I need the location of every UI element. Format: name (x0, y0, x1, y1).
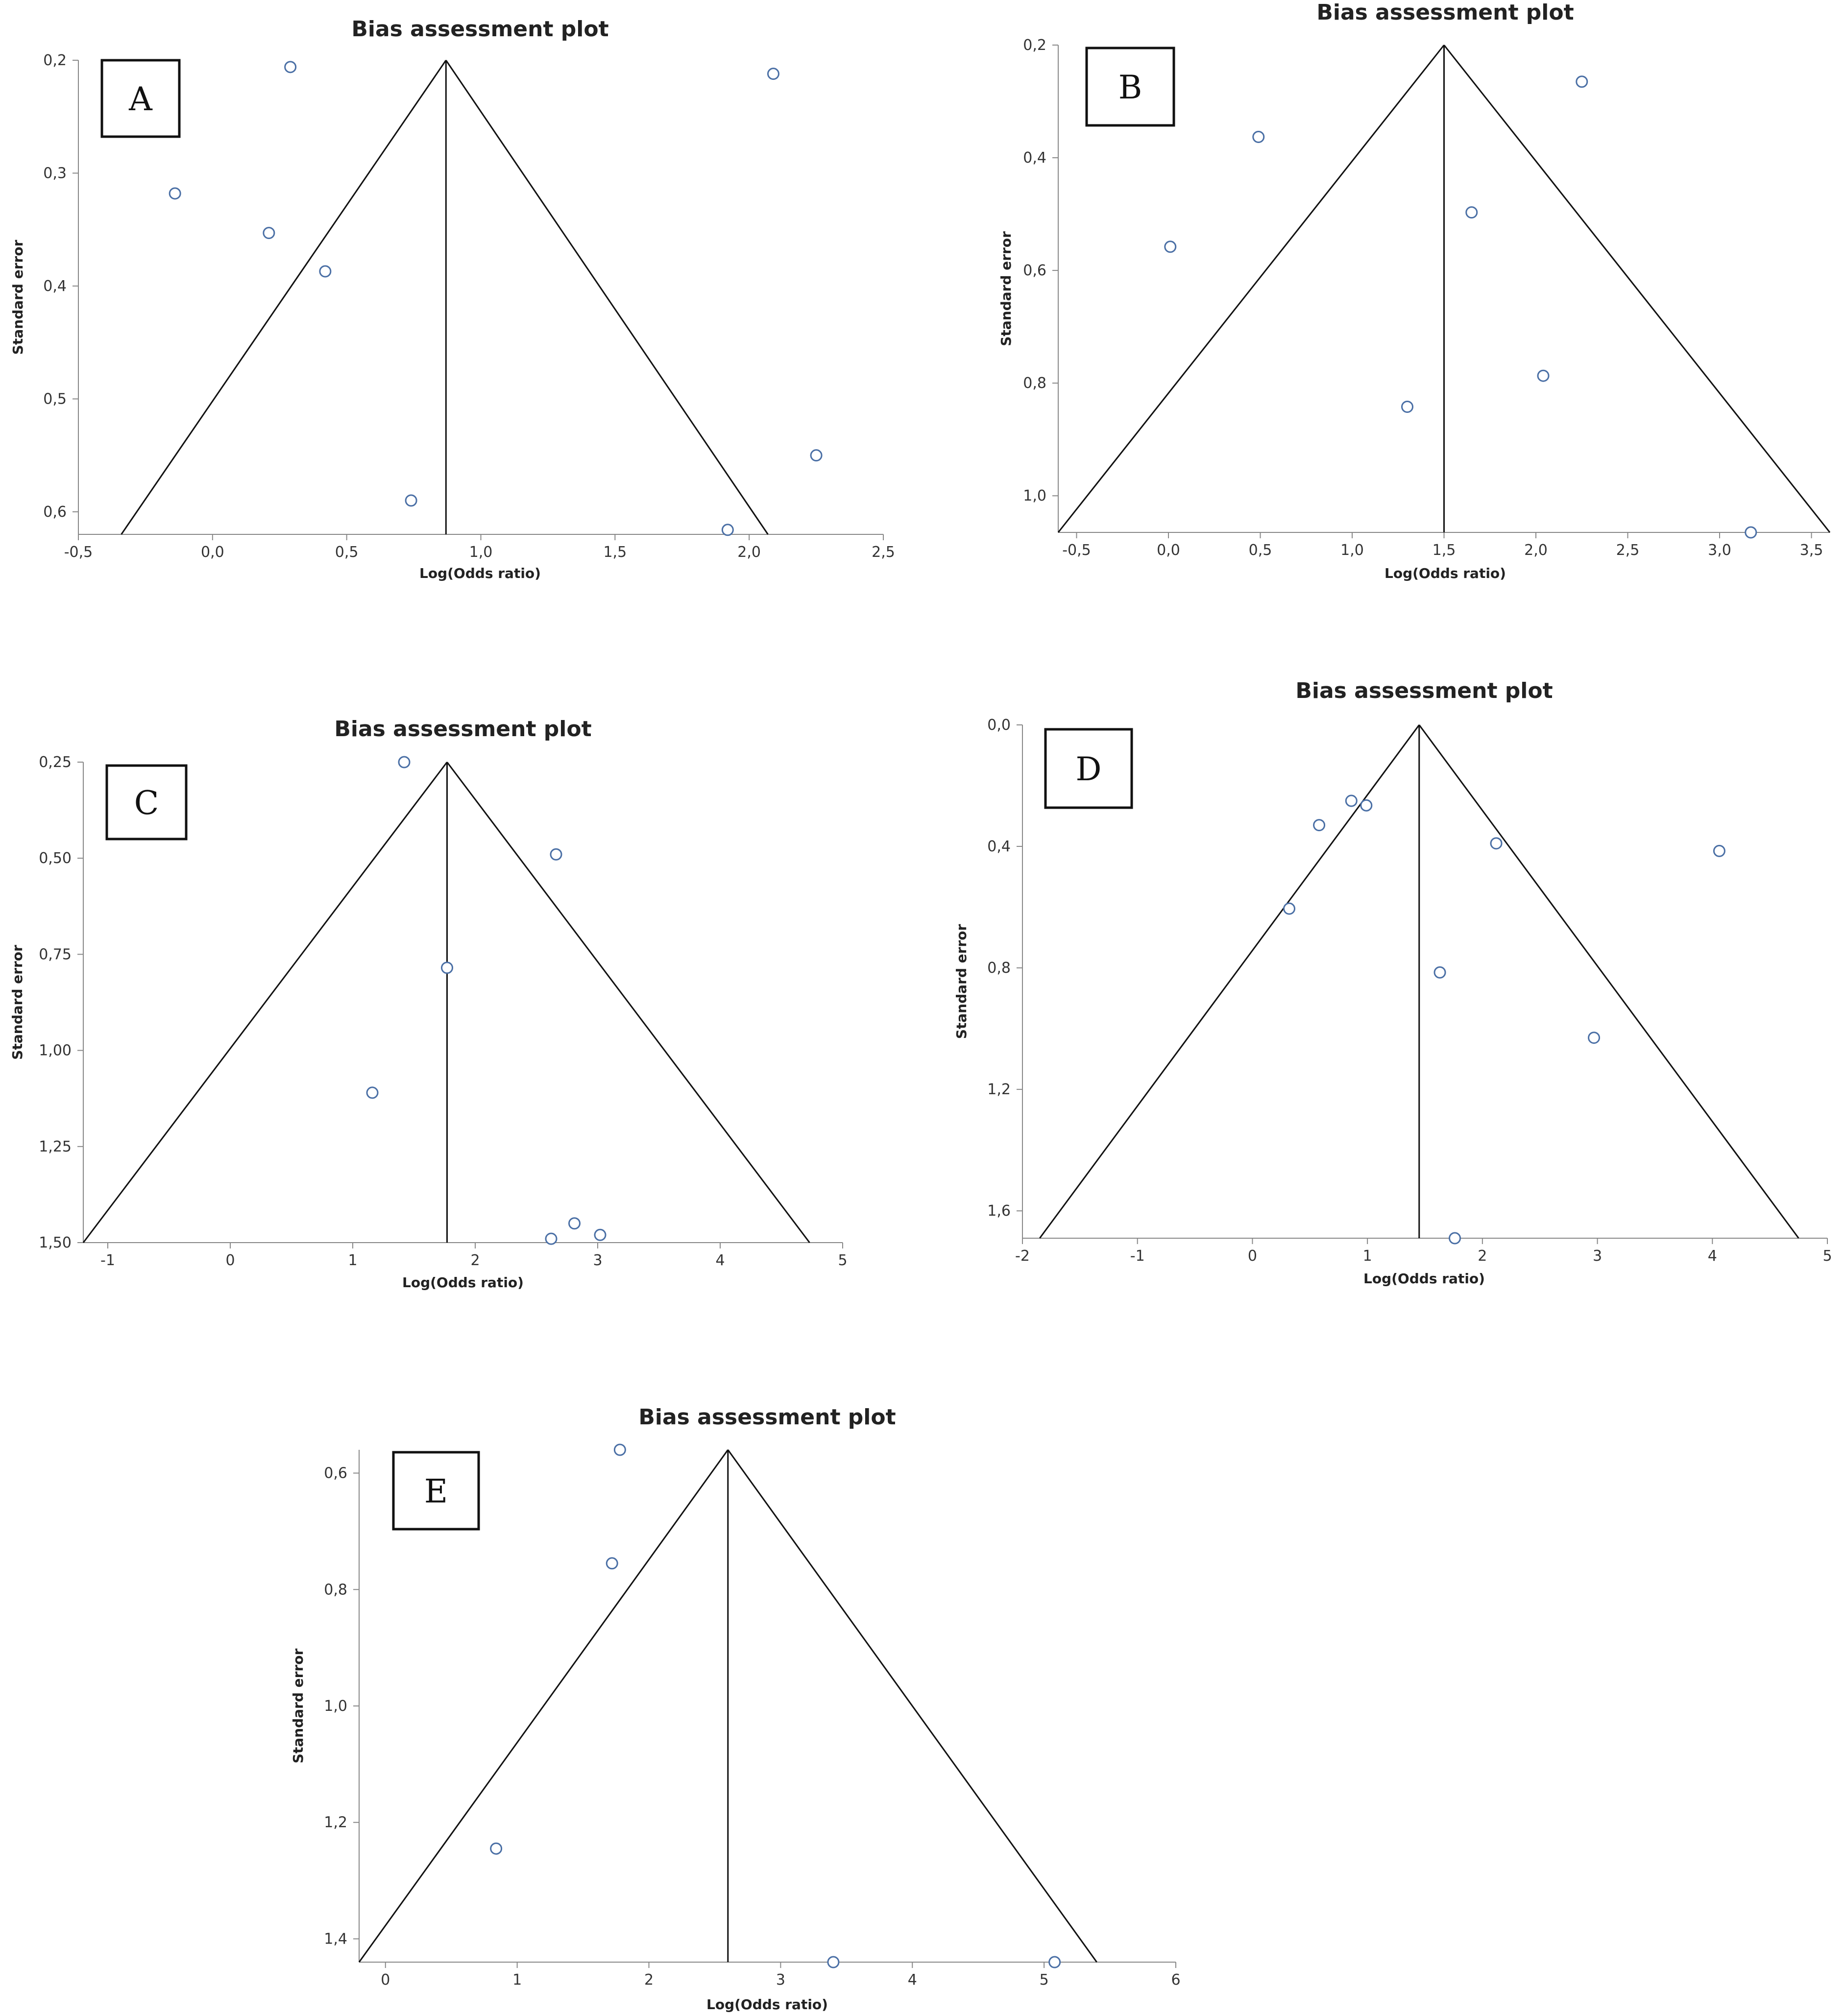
chart-title: Bias assessment plot (1295, 678, 1553, 703)
study-point (811, 450, 822, 461)
study-point (320, 266, 331, 277)
x-tick-label: 0,5 (335, 544, 359, 561)
study-point (722, 525, 733, 535)
x-tick-label: -0,5 (64, 544, 93, 561)
x-axis-label: Log(Odds ratio) (402, 1274, 524, 1291)
study-point (399, 757, 410, 768)
study-point (595, 1229, 606, 1240)
study-point (1538, 370, 1549, 381)
study-point (1434, 967, 1445, 978)
x-tick-label: 3 (593, 1252, 603, 1269)
study-point (1577, 76, 1587, 87)
x-tick-label: 2 (1478, 1248, 1487, 1265)
y-axis-label: Standard error (10, 240, 26, 355)
study-point (367, 1087, 378, 1098)
study-point (1589, 1032, 1600, 1043)
y-tick-label: 1,25 (39, 1138, 72, 1155)
x-tick-label: 2,5 (1616, 542, 1640, 559)
study-point (546, 1233, 557, 1244)
y-tick-label: 0,0 (987, 717, 1011, 734)
study-point (1346, 795, 1357, 806)
x-tick-label: -0,5 (1062, 542, 1091, 559)
funnel-plot-a (10, 17, 895, 581)
funnel-right-edge (446, 60, 768, 534)
funnel-right-edge (728, 1450, 1097, 1962)
panel-label: A (129, 80, 152, 118)
y-tick-label: 1,0 (1023, 487, 1046, 505)
panel-label: D (1075, 750, 1102, 788)
x-tick-label: 1 (348, 1252, 358, 1269)
y-tick-label: 1,2 (324, 1814, 347, 1831)
x-axis-label: Log(Odds ratio) (419, 565, 541, 581)
funnel-plot-c (9, 717, 848, 1291)
x-tick-label: 2,0 (737, 544, 761, 561)
x-tick-label: 0 (381, 1971, 390, 1989)
study-point (1466, 207, 1477, 218)
study-point (1746, 527, 1756, 538)
y-tick-label: 0,4 (987, 838, 1011, 856)
y-tick-label: 1,00 (39, 1042, 72, 1059)
x-axis-label: Log(Odds ratio) (1363, 1271, 1485, 1287)
study-point (1491, 838, 1502, 849)
y-tick-label: 1,0 (324, 1698, 347, 1715)
funnel-plot-b (998, 0, 1830, 581)
x-tick-label: 1,5 (1432, 542, 1456, 559)
x-tick-label: 4 (907, 1971, 917, 1989)
x-tick-label: 1 (1362, 1248, 1372, 1265)
panel-label: E (424, 1472, 448, 1511)
x-tick-label: 1,0 (469, 544, 493, 561)
study-point (1714, 845, 1725, 856)
study-point (614, 1444, 625, 1455)
study-point (406, 495, 416, 506)
y-axis-label: Standard error (998, 231, 1014, 346)
y-tick-label: 1,50 (39, 1234, 72, 1251)
x-tick-label: 3 (1593, 1248, 1603, 1265)
x-tick-label: -1 (100, 1252, 115, 1269)
y-tick-label: 1,6 (987, 1202, 1011, 1220)
funnel-right-edge (447, 762, 810, 1243)
x-tick-label: 5 (1822, 1248, 1832, 1265)
y-axis-label: Standard error (290, 1648, 306, 1764)
study-point (768, 69, 778, 79)
funnel-right-edge (1419, 725, 1799, 1238)
y-tick-label: 0,4 (1023, 149, 1046, 167)
y-tick-label: 0,2 (43, 52, 67, 69)
x-tick-label: 3,5 (1799, 542, 1823, 559)
x-axis-label: Log(Odds ratio) (1384, 565, 1506, 581)
study-point (1402, 401, 1413, 412)
x-tick-label: 5 (838, 1252, 848, 1269)
chart-title: Bias assessment plot (351, 17, 609, 42)
x-tick-label: 0 (1247, 1248, 1257, 1265)
study-point (1314, 820, 1325, 831)
funnel-plot-d (953, 678, 1832, 1287)
x-tick-label: 2 (644, 1971, 654, 1989)
y-axis-label: Standard error (9, 945, 25, 1060)
y-tick-label: 0,50 (39, 850, 72, 867)
y-tick-label: 0,25 (39, 754, 72, 771)
study-point (264, 228, 274, 239)
study-point (1165, 241, 1176, 252)
study-point (1450, 1233, 1460, 1244)
x-tick-label: 2 (470, 1252, 480, 1269)
study-point (1361, 800, 1372, 811)
study-point (551, 849, 561, 860)
study-point (285, 62, 296, 72)
y-tick-label: 0,4 (43, 277, 67, 295)
study-point (170, 188, 180, 199)
y-tick-label: 0,3 (43, 165, 67, 182)
chart-title: Bias assessment plot (334, 717, 592, 742)
y-tick-label: 0,6 (1023, 262, 1046, 280)
funnel-right-edge (1444, 45, 1830, 532)
x-tick-label: 3,0 (1708, 542, 1731, 559)
panel-label: C (134, 784, 159, 822)
x-axis-label: Log(Odds ratio) (706, 1996, 828, 2013)
chart-title: Bias assessment plot (638, 1405, 896, 1430)
y-tick-label: 0,8 (1023, 375, 1046, 392)
x-tick-label: 6 (1171, 1971, 1181, 1989)
x-tick-label: 0,5 (1248, 542, 1272, 559)
panel-label: B (1118, 69, 1142, 106)
x-tick-label: 2,0 (1524, 542, 1548, 559)
funnel-plot-e (290, 1405, 1181, 2013)
x-tick-label: 4 (715, 1252, 725, 1269)
y-tick-label: 0,5 (43, 390, 67, 408)
x-tick-label: 1,0 (1340, 542, 1364, 559)
study-point (1284, 903, 1295, 914)
study-point (569, 1218, 580, 1229)
x-tick-label: 2,5 (872, 544, 895, 561)
study-point (1253, 131, 1264, 142)
x-tick-label: 0,0 (1157, 542, 1180, 559)
x-tick-label: -1 (1130, 1248, 1145, 1265)
y-axis-label: Standard error (953, 924, 970, 1039)
chart-title: Bias assessment plot (1316, 0, 1574, 25)
x-tick-label: 5 (1039, 1971, 1049, 1989)
study-point (1049, 1957, 1060, 1968)
x-tick-label: 4 (1707, 1248, 1717, 1265)
y-tick-label: 1,4 (324, 1930, 347, 1948)
x-tick-label: 0 (225, 1252, 235, 1269)
study-point (491, 1843, 502, 1854)
y-tick-label: 0,8 (987, 960, 1011, 977)
y-tick-label: 1,2 (987, 1081, 1011, 1099)
x-tick-label: 3 (776, 1971, 785, 1989)
y-tick-label: 0,75 (39, 946, 72, 963)
x-tick-label: 1 (512, 1971, 522, 1989)
y-tick-label: 0,6 (324, 1464, 347, 1482)
x-tick-label: 0,0 (200, 544, 224, 561)
x-tick-label: 1,5 (603, 544, 627, 561)
x-tick-label: -2 (1015, 1248, 1030, 1265)
y-tick-label: 0,2 (1023, 37, 1046, 54)
study-point (607, 1558, 617, 1569)
study-point (442, 962, 453, 973)
y-tick-label: 0,8 (324, 1581, 347, 1599)
study-point (828, 1957, 839, 1968)
y-tick-label: 0,6 (43, 503, 67, 521)
